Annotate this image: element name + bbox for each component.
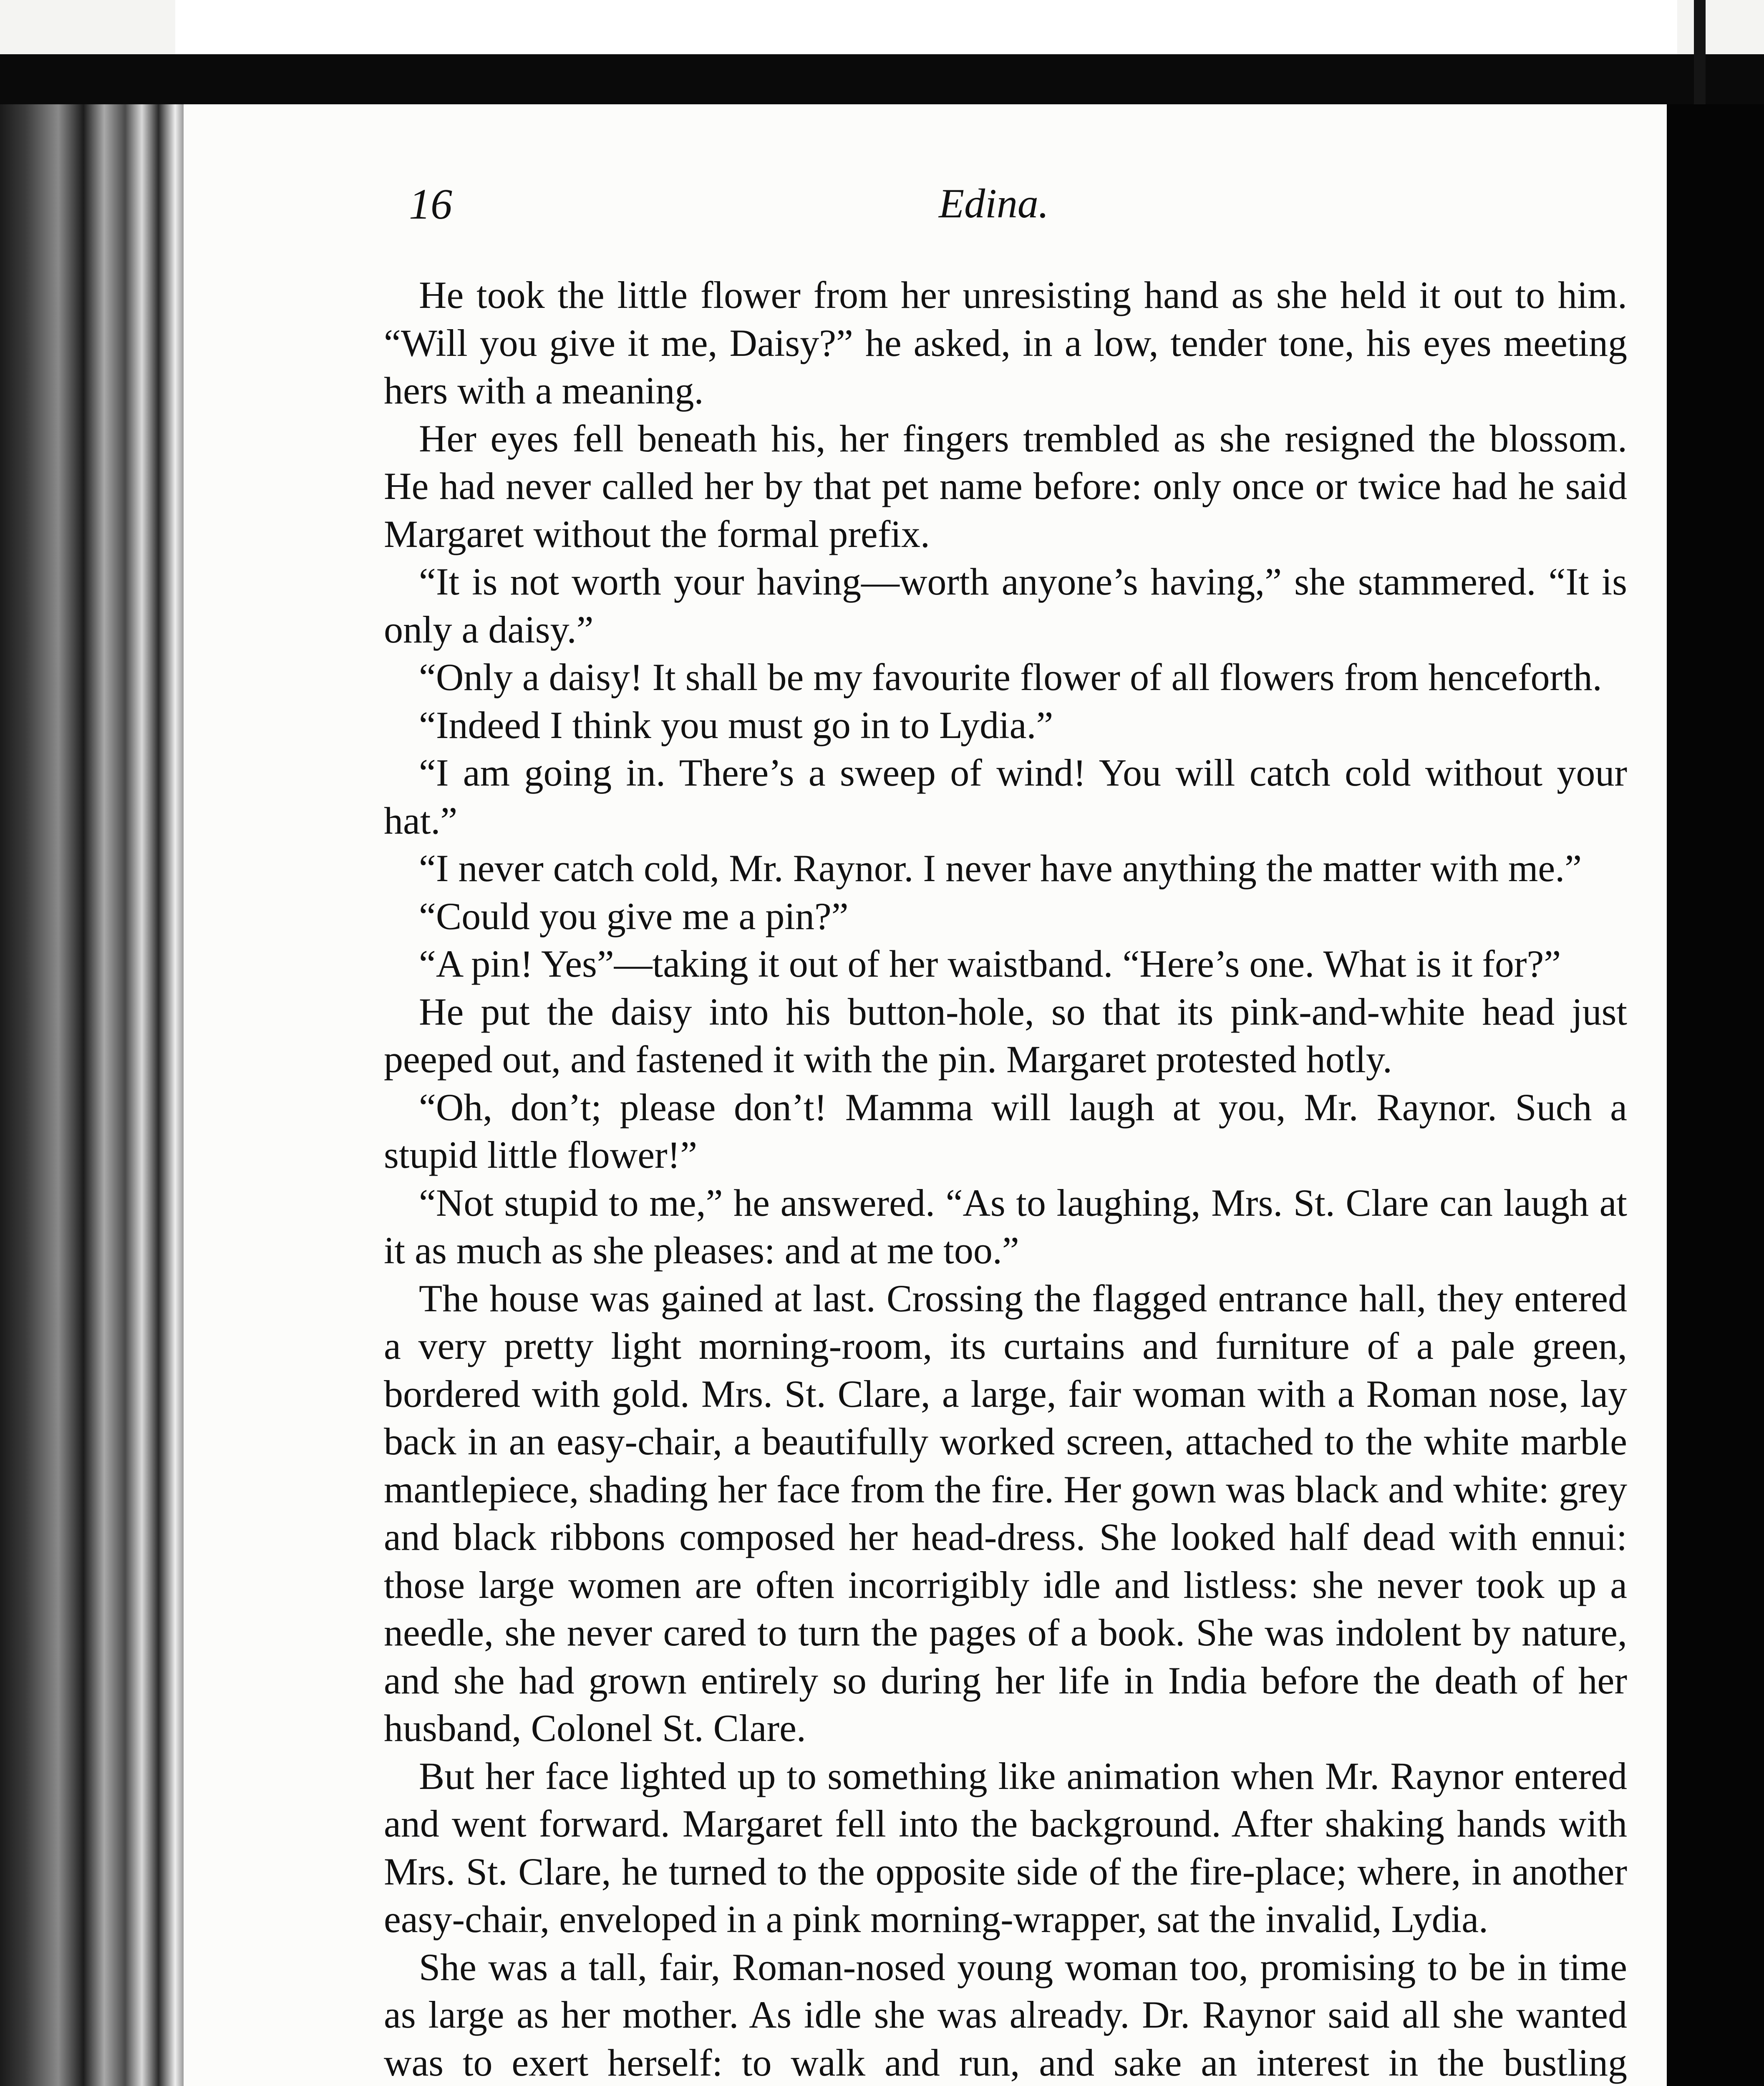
- right-scan-border: [1667, 104, 1764, 2086]
- paragraph: She was a tall, fair, Roman-nosed young woman too, promising to be in time as large as her mother. As idle she was already. Dr. Raynor said all she wanted was to exert herself: to walk and run, and sake an interest in the bustling: [384, 1945, 1627, 2084]
- paragraph: “Oh, don’t; please don’t! Mamma will laugh at you, Mr. Raynor. Such a stupid little flower!”: [384, 1086, 1627, 1176]
- running-title: Edina.: [939, 180, 1049, 227]
- paragraph: “A pin! Yes”—taking it out of her waistband. “Here’s one. What is it for?”: [419, 942, 1561, 985]
- paragraph: The house was gained at last. Crossing the flagged entrance hall, they entered a very pretty light morning-room, its curtains and furniture of a pale green, bordered with gold. Mrs. St. Clare, a large, fair woman with a Roman nose, lay back in an easy-chair, a beautifully worked screen, attached to the white marble mantlepiece, shading her face from the fire. Her gown was black and white: grey and black ribbons composed her head-dress. She looked half dead with ennui: those large women are often incorrigibly idle and listless: she never took up a needle, she never cared to turn the pages of a book. She was indolent by nature, and she had grown entirely so during her life in India before the death of her husband, Colonel St. Clare.: [384, 1277, 1627, 1749]
- book-spine-gutter: [0, 104, 184, 2086]
- paragraph: “Indeed I think you must go in to Lydia.”: [419, 703, 1053, 746]
- page-number: 16: [409, 180, 452, 228]
- paragraph: Her eyes fell beneath his, her fingers trembled as she resigned the blossom. He had never called her by that pet name before: only once or twice had he said Margaret without the formal prefix.: [384, 417, 1627, 555]
- paragraph: “Could you give me a pin?”: [419, 894, 849, 937]
- previous-page-paper: [175, 0, 1677, 63]
- paragraph: “It is not worth your having—worth anyone’s having,” she stammered. “It is only a daisy.”: [384, 560, 1627, 651]
- top-scan-border: [0, 54, 1764, 104]
- paragraph: But her face lighted up to something like animation when Mr. Raynor entered and went forward. Margaret fell into the background. After shaking hands with Mrs. St. Clare, he turned to the opposite side of the fire-place; where, in another easy-chair, enveloped in a pink morning-wrapper, sat the invalid, Lydia.: [384, 1754, 1627, 1940]
- body-text: [384, 271, 1627, 2086]
- paragraph: “I am going in. There’s a sweep of wind! You will catch cold without your hat.”: [384, 751, 1627, 842]
- page-header: [409, 179, 1619, 238]
- paragraph: “Not stupid to me,” he answered. “As to laughing, Mrs. St. Clare can laugh at it as much as she pleases: and at me too.”: [384, 1181, 1627, 1272]
- paragraph: He put the daisy into his button-hole, so that its pink-and-white head just peeped out, and fastened it with the pin. Margaret protested hotly.: [384, 990, 1627, 1081]
- paragraph: He took the little flower from her unresisting hand as she held it out to him. “Will you give it me, Daisy?” he asked, in a low, tender tone, his eyes meeting hers with a meaning.: [384, 274, 1627, 412]
- paragraph: “I never catch cold, Mr. Raynor. I never have anything the matter with me.”: [419, 847, 1582, 889]
- paragraph: “Only a daisy! It shall be my favourite flower of all flowers from henceforth.: [419, 656, 1602, 698]
